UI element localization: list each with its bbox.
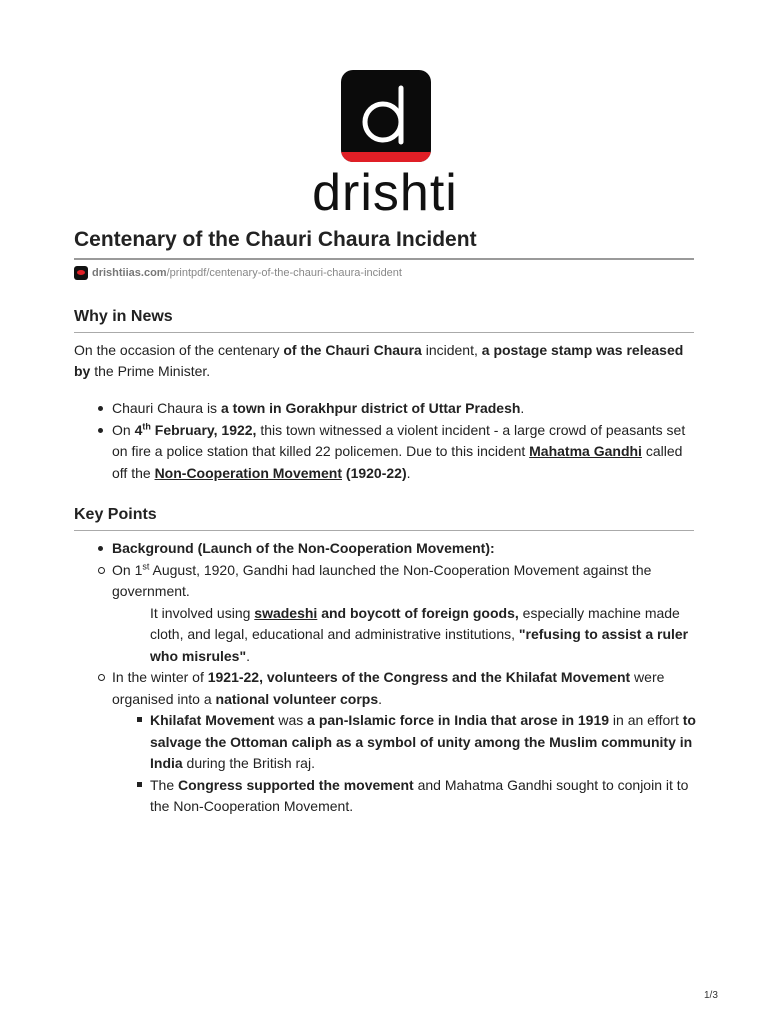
list-item: Chauri Chaura is a town in Gorakhpur district of Uttar Pradesh. [74,398,696,420]
heading-key-points: Key Points [74,504,694,531]
drishti-logo-mark [341,70,431,162]
source-path[interactable]: /printpdf/centenary-of-the-chauri-chaura-incident [166,267,402,279]
swadeshi-link[interactable]: swadeshi [254,604,318,621]
intro-paragraph: On the occasion of the centenary of the Chauri Chaura incident, a postage stamp was released by the Prime Minister. [74,342,684,379]
non-cooperation-movement-link[interactable]: Non-Cooperation Movement [154,464,343,481]
list-item: On 1st August, 1920, Gandhi had launched the Non-Cooperation Movement against the government. It involved using swadeshi and boycott of foreign goods, especially machine made cloth, and legal, educational and administrative institutions, "refusing to assist a ruler who misrules". [112,560,696,668]
list-item: In the winter of 1921-22, volunteers of the Congress and the Khilafat Movement were organised into a national volunteer corps. Khilafat Movement was a pan-Islamic force in India that arose in 1919 in an effort to salvage the Ottoman caliph as a symbol of unity among the Muslim community in India during the British raj. The Congress supported the movement and Mahatma Gandhi sought to conjoin it to the Non-Cooperation Movement. [112,667,696,818]
list-item: Khilafat Movement was a pan-Islamic force in India that arose in 1919 in an effort to salvage the Ottoman caliph as a symbol of unity among the Muslim community in India during the British raj. [150,710,696,775]
page-title: Centenary of the Chauri Chaura Incident [74,226,694,260]
page-number: 1/3 [704,990,718,1001]
swadeshi-paragraph: It involved using swadeshi and boycott of foreign goods, especially machine made cloth, and legal, educational and administrative institutions, "refusing to assist a ruler who misrules". [150,604,689,664]
source-domain[interactable]: drishtiias.com [92,267,167,279]
key-points-list [74,538,696,818]
list-item: Background (Launch of the Non-Cooperation Movement): On 1st August, 1920, Gandhi had launched the Non-Cooperation Movement against the government. It involved using swadeshi and boycott of foreign goods, especially machine made cloth, and legal, educational and administrative institutions, "refusing to assist a ruler who misrules". In the winter of 1921-22, volunteers of the Congress and the Khilafat Movement were organised into a national volunteer corps. Khilafat Movement was a pan-Islamic force in India that arose in 1919 in an effort to salvage the Ottoman caliph as a symbol of unity among the Muslim community in India during the British raj. The Congress supported the movement and Mahatma Gandhi sought to conjoin it to the Non-Cooperation Movement. [74,538,696,818]
drishti-wordmark: drishti [312,164,458,222]
news-bullets [74,398,696,484]
heading-why-in-news: Why in News [74,306,694,333]
list-item: The Congress supported the movement and Mahatma Gandhi sought to conjoin it to the Non-Cooperation Movement. [150,775,696,818]
khilafat-sublist [112,710,696,818]
drishti-favicon-icon [74,266,88,280]
source-link[interactable] [74,266,402,280]
mahatma-gandhi-link[interactable]: Mahatma Gandhi [529,443,642,459]
list-item: On 4th February, 1922, this town witnessed a violent incident - a large crowd of peasants set on fire a police station that killed 22 policemen. Due to this incident Mahatma Gandhi called off the Non-Cooperation Movement (1920-22). [74,420,696,485]
background-sublist [112,560,696,818]
drishti-logo [312,70,458,220]
